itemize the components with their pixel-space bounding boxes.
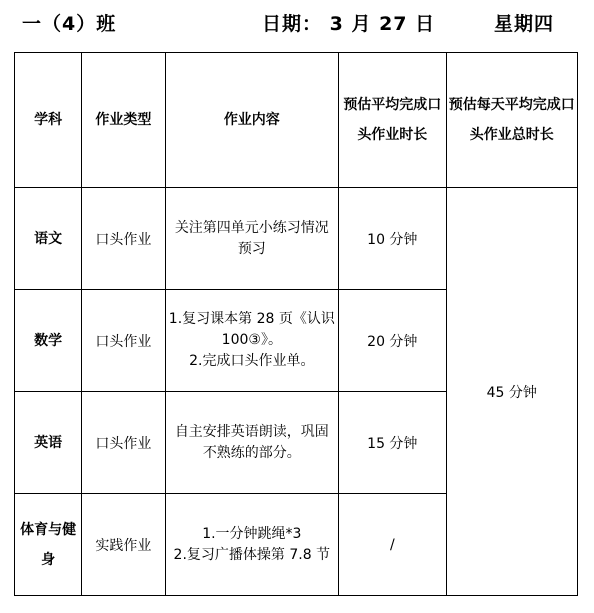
content-line: 关注第四单元小练习情况 <box>174 219 329 236</box>
content-cell <box>165 188 339 290</box>
minutes-cell: / <box>339 494 446 596</box>
content-line: 1.复习课本第 28 页《认识 <box>168 311 335 327</box>
minutes-cell: 20 分钟 <box>339 290 446 392</box>
content-line: 2.完成口头作业单。 <box>189 353 315 369</box>
subject-cell: 体育与健身 <box>15 494 82 596</box>
class-name: 一（4）班 <box>22 13 117 35</box>
column-header-content: 作业内容 <box>165 53 339 188</box>
column-header-type: 作业类型 <box>82 53 165 188</box>
type-cell: 口头作业 <box>82 290 165 392</box>
content-line: 1.一分钟跳绳*3 <box>202 525 302 542</box>
total-time-cell: 45 分钟 <box>446 188 578 596</box>
minutes-cell: 15 分钟 <box>339 392 446 494</box>
content-line: 不熟练的部分。 <box>202 444 301 461</box>
minutes-cell: 10 分钟 <box>339 188 446 290</box>
content-line: 100③》。 <box>221 332 282 348</box>
column-header-total-time: 预估每天平均完成口头作业总时长 <box>446 53 578 188</box>
content-cell <box>165 392 339 494</box>
subject-cell: 语文 <box>15 188 82 290</box>
column-header-subject: 学科 <box>15 53 82 188</box>
content-cell <box>165 494 339 596</box>
subject-cell: 数学 <box>15 290 82 392</box>
table-header-row <box>15 53 578 188</box>
date-label: 日期： 3 月 27 日 <box>262 13 436 35</box>
subject-cell: 英语 <box>15 392 82 494</box>
content-line: 预习 <box>237 240 266 257</box>
content-cell <box>165 290 339 392</box>
type-cell: 口头作业 <box>82 392 165 494</box>
table-row <box>15 188 578 290</box>
page-header <box>0 0 594 46</box>
content-line: 自主安排英语朗读，巩固 <box>174 423 329 440</box>
column-header-per-subject-time: 预估平均完成口头作业时长 <box>339 53 446 188</box>
weekday-label: 星期四 <box>494 13 555 35</box>
content-line: 2.复习广播体操第 7.8 节 <box>173 546 331 563</box>
homework-table <box>14 52 578 596</box>
type-cell: 口头作业 <box>82 188 165 290</box>
type-cell: 实践作业 <box>82 494 165 596</box>
